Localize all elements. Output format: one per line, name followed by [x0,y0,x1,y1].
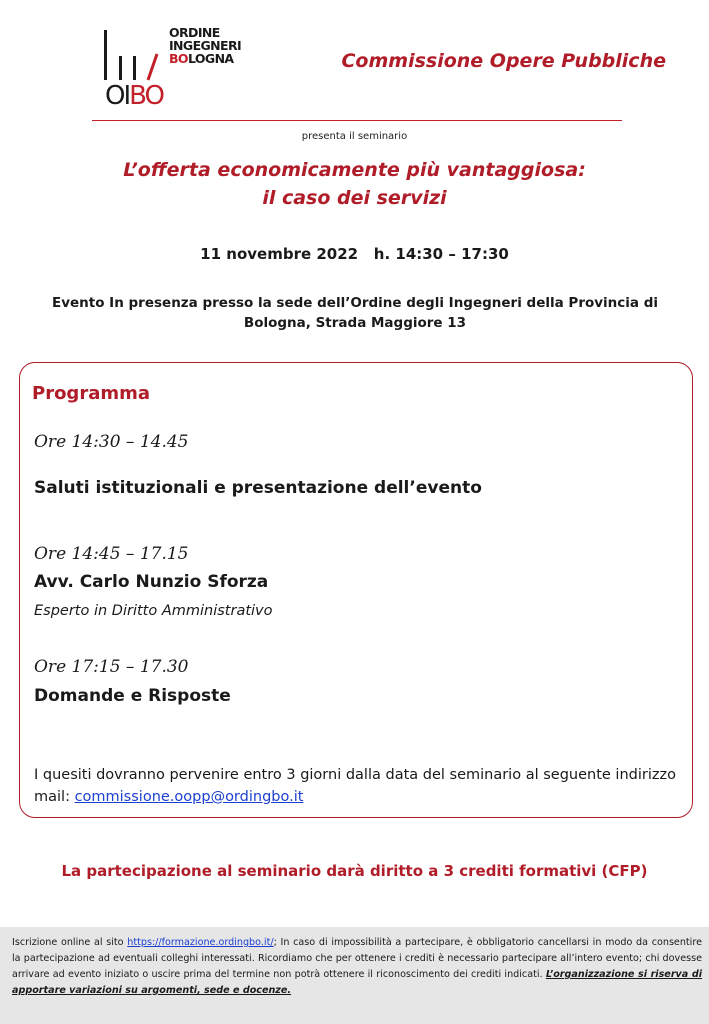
program-item-1-time: Ore 14:30 – 14.45 [34,432,189,452]
program-heading: Programma [32,383,151,404]
logo-bars-graphic [102,26,172,86]
event-datetime: 11 novembre 2022 h. 14:30 – 17:30 [200,245,509,263]
footer-text-middle: ; In caso di impossibilità a partecipare, è obbligatorio cancellarsi in modo da consentire la partecipazione ad eventuali colleghi interessati. Ricordiamo che per ottenere i crediti è necessario partecipare all’intero evento; chi dovesse arrivare ad evento iniziato o uscire prima del termine non potrà ottenere il riconoscimento dei crediti indicati. [12,937,702,980]
commission-title: Commissione Opere Pubbliche [341,50,666,72]
location-line-1: Evento In presenza presso la sede dell’Ordine degli Ingegneri della Provincia di [51,295,659,311]
credits-notice: La partecipazione al seminario darà diritto a 3 crediti formativi (CFP) [61,862,648,880]
ordine-ingegneri-logo [102,26,282,116]
footer-emphasis: L’organizzazione si riserva di apportare variazioni su argomenti, sede e docenze. [12,969,702,996]
program-item-2-time: Ore 14:45 – 17.15 [34,544,189,564]
note-text: I quesiti dovranno pervenire entro 3 giorni dalla data del seminario al seguente indirizzo mail: [34,767,676,805]
logo-text [169,26,241,65]
seminar-title [0,156,709,212]
logo-abbr-black: OI [105,81,130,111]
event-location [40,293,670,333]
registration-link[interactable]: https://formazione.ordingbo.it/ [127,937,274,948]
logo-abbreviation [105,81,163,111]
logo-line-3-red: BO [169,51,188,66]
logo-line-2: INGEGNERI [169,38,242,53]
seminar-title-line-2: il caso dei servizi [262,187,447,209]
logo-line-1: ORDINE [169,25,220,40]
footer-box [0,927,709,1024]
program-item-3-title: Domande e Risposte [34,686,231,706]
logo-line-3-rest: LOGNA [187,51,234,66]
program-item-1-title: Saluti istituzionali e presentazione dell’evento [34,478,482,498]
email-link[interactable]: commissione.oopp@ordingbo.it [74,789,304,805]
program-item-2-subtitle: Esperto in Diritto Amministrativo [34,603,273,619]
program-note [34,764,684,808]
program-item-2-title: Avv. Carlo Nunzio Sforza [34,572,269,592]
program-item-3-time: Ore 17:15 – 17.30 [34,657,189,677]
location-line-2: Bologna, Strada Maggiore 13 [243,315,467,331]
footer-text-start: Iscrizione online al sito [12,937,128,948]
logo-abbr-red: BO [129,81,163,111]
logo-line-3 [169,52,241,65]
seminar-title-line-1: L’offerta economicamente più vantaggiosa: [123,159,586,181]
presenta-label: presenta il seminario [301,131,408,142]
header-divider [92,120,622,121]
footer-text [12,935,702,999]
